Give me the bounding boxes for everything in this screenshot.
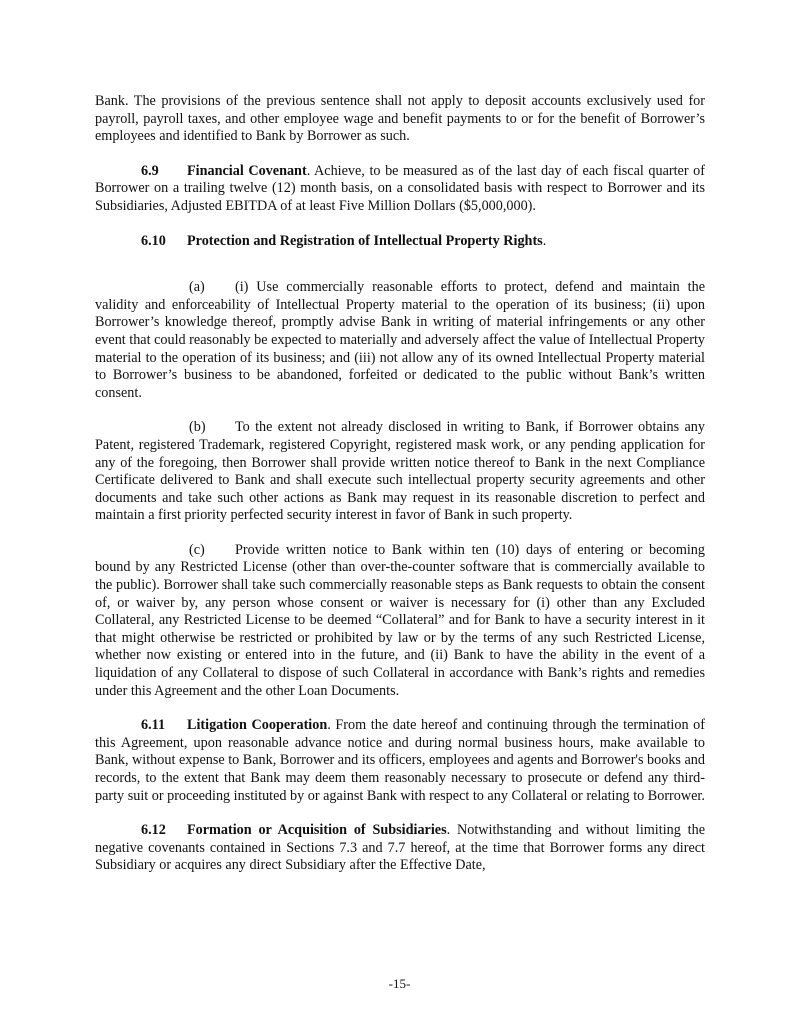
section-text: . Achieve, to be measured as of the last day of each fiscal quarter of Borrower on a trailing twelve (12) month basis, on a consolidated basis with respect to Borrower and its Subsidiaries, Adjusted EBITDA of at least Five Million Dollars ($5,000,000).	[95, 162, 705, 214]
section-title: Financial Covenant	[187, 162, 307, 179]
section-text: . From the date hereof and continuing through the termination of this Agreement, upon reasonable advance notice and during normal business hours, make available to Bank, without expense to Bank, Borrower and its officers, employees and agents and Borrower's books and records, to the extent that Bank may deem them reasonably necessary to prosecute or defend any third-party suit or proceeding instituted by or against Bank with respect to any Collateral or relating to Borrower.	[95, 717, 705, 804]
section-number: 6.12	[141, 822, 166, 839]
subsection-text: (i) Use commercially reasonable efforts to protect, defend and maintain the validity and enforceability of Intellectual Property material to the operation of its business; (ii) upon Borrower’s knowledge thereof, promptly advise Bank in writing of material infringements or any other event that could reasonably be expected to materially and adversely affect the value of Intellectual Property material to the operation of its business; and (iii) not allow any of its owned Intellectual Property material to Borrower’s business to be abandoned, forfeited or dedicated to the public without Bank’s written consent.	[95, 279, 705, 401]
intro-paragraph: Bank. The provisions of the previous sentence shall not apply to deposit accounts exclusively used for payroll, payroll taxes, and other employee wage and benefit payments to or for the benefit of Borrower’s employees and identified to Bank by Borrower as such.	[95, 93, 705, 145]
subsection-c	[95, 542, 705, 700]
page-number: -15-	[388, 976, 411, 991]
section-number: 6.9	[141, 162, 159, 179]
document-page	[95, 93, 705, 892]
section-title: Litigation Cooperation	[187, 717, 328, 734]
section-number: 6.11	[141, 717, 166, 734]
subsection-label: (b)	[189, 419, 206, 436]
subsection-a	[95, 279, 705, 402]
subsection-b	[95, 419, 705, 525]
section-title-end: .	[542, 232, 547, 249]
section-number: 6.10	[141, 232, 166, 249]
section-6-12	[95, 822, 705, 875]
section-text: . Notwithstanding and without limiting the negative covenants contained in Sections 7.3 and 7.7 hereof, at the time that Borrower forms any direct Subsidiary or acquires any direct Subsidiary after the Effective Date,	[95, 822, 705, 874]
section-6-10-heading	[95, 233, 705, 251]
subsection-text: To the extent not already disclosed in writing to Bank, if Borrower obtains any Patent, registered Trademark, registered Copyright, registered mask work, or any pending application for any of the foregoing, then Borrower shall provide written notice thereof to Bank in the next Compliance Certificate delivered to Bank and shall execute such intellectual property security agreements and other documents and take such other actions as Bank may request in its reasonable discretion to perfect and maintain a first priority perfected security interest in favor of Bank in such property.	[95, 419, 705, 524]
subsection-label: (a)	[189, 279, 205, 296]
section-6-11	[95, 717, 705, 805]
section-6-9	[95, 163, 705, 216]
section-title: Protection and Registration of Intellectual Property Rights	[187, 232, 543, 249]
subsection-text: Provide written notice to Bank within ten (10) days of entering or becoming bound by any Restricted License (other than over-the-counter software that is commercially available to the public). Borrower shall take such commercially reasonable steps as Bank requests to obtain the consent of, or waiver by, any person whose consent or waiver is necessary for (i) other than any Excluded Collateral, any Restricted License to be deemed “Collateral” and for Bank to have a security interest in it that might otherwise be restricted or prohibited by law or by the terms of any such Restricted License, whether now existing or entered into in the future, and (ii) Bank to have the ability in the event of a liquidation of any Collateral to dispose of such Collateral in accordance with Bank’s rights and remedies under this Agreement and the other Loan Documents.	[95, 541, 705, 699]
subsection-label: (c)	[189, 541, 205, 558]
section-title: Formation or Acquisition of Subsidiaries	[187, 822, 447, 839]
